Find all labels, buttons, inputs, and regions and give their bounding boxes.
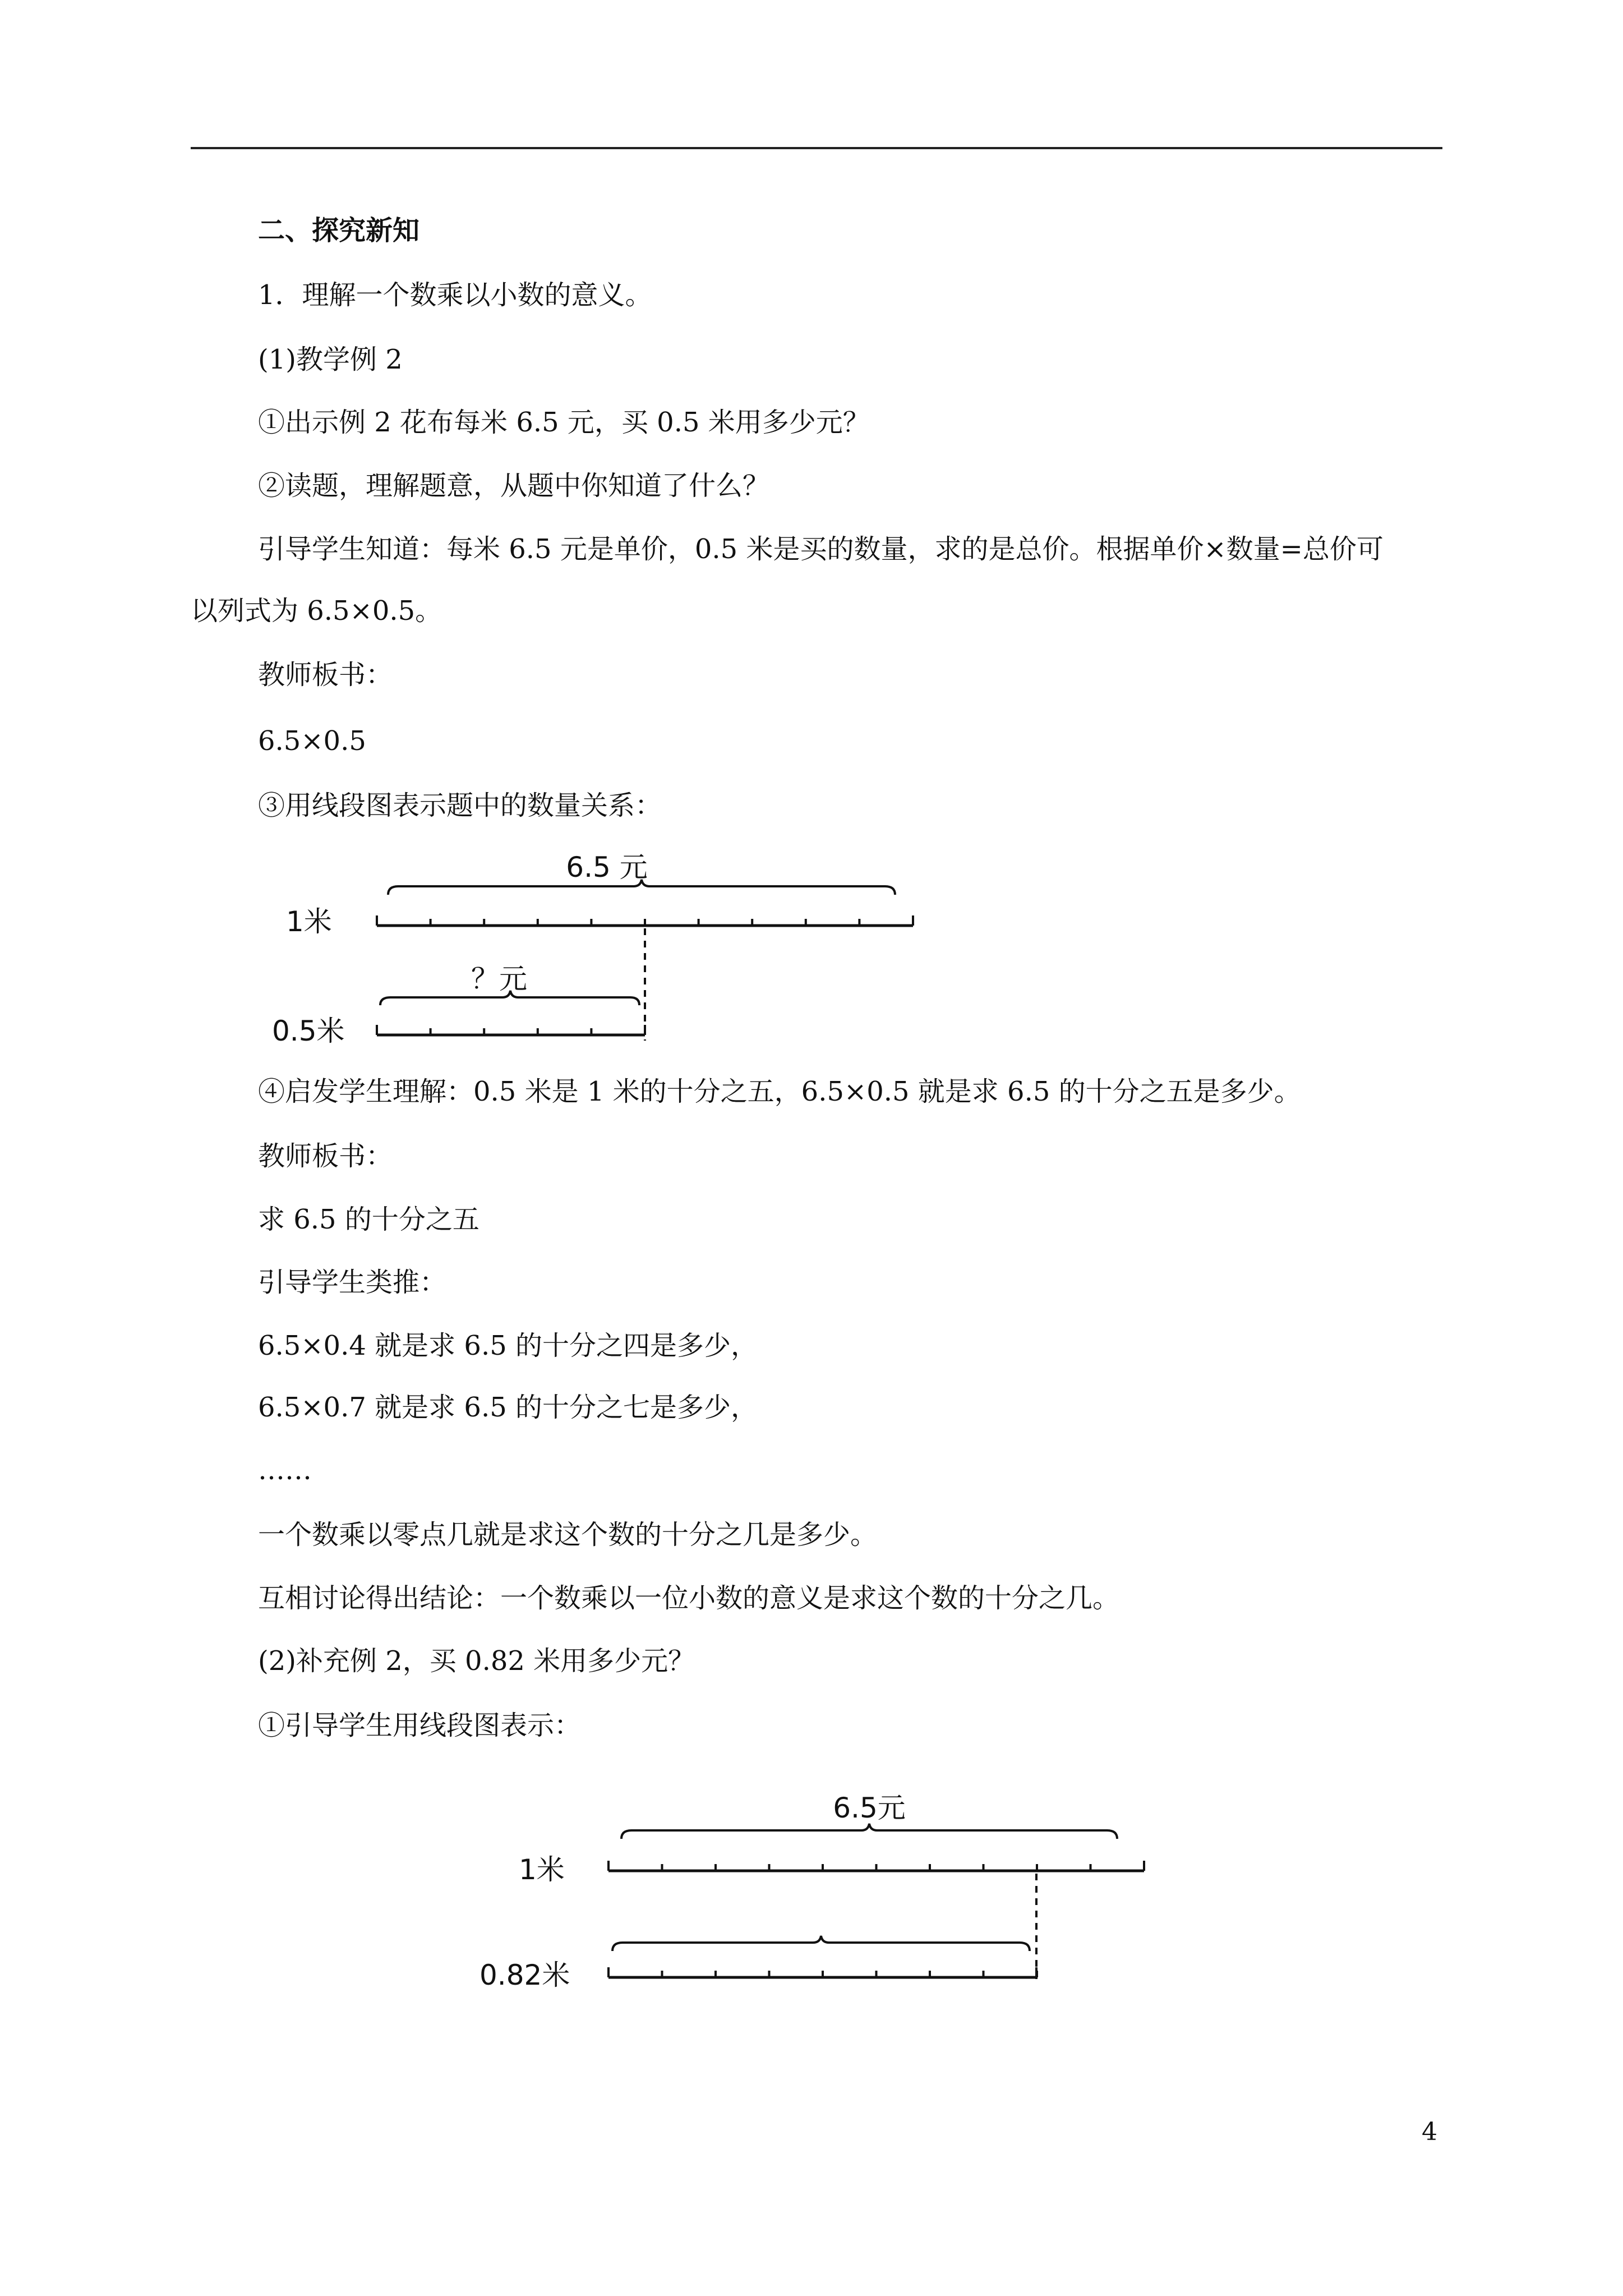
diagram1-row1-label: 1米 [286,905,332,938]
page-number: 4 [1422,2118,1437,2146]
rule-statement: 一个数乘以零点几就是求这个数的十分之几是多少。 [258,1519,878,1550]
step-4: ④启发学生理解：0.5 米是 1 米的十分之五，6.5×0.5 就是求 6.5 的十分之五是多少。 [258,1076,1301,1107]
guide-paragraph-line-1: 引导学生知道：每米 6.5 元是单价，0.5 米是买的数量，求的是总价。根据单价×数量=总价可 [258,533,1384,565]
diagram1-top-label: 6.5 元 [566,851,648,884]
diagram2-ticks [608,1861,1144,1871]
board-content-2: 求 6.5 的十分之五 [258,1204,479,1235]
diagram2-top-brace [621,1824,1117,1839]
line-segment-diagram-1 [258,841,931,1055]
step-5: ①引导学生用线段图表示： [258,1710,582,1741]
guide-paragraph-line-2: 以列式为 6.5×0.5。 [191,595,442,627]
board-label-2: 教师板书： [258,1140,393,1172]
item-1: 1．理解一个数乘以小数的意义。 [258,279,652,311]
diagram2-row1-label: 1米 [519,1853,565,1886]
diagram1-ticks [377,915,913,926]
diagram2-row2-label: 0.82米 [479,1959,570,1991]
analogy-label: 引导学生类推： [258,1267,447,1298]
section-heading: 二、探究新知 [258,215,420,246]
sub-item-2: (2)补充例 2，买 0.82 米用多少元？ [258,1645,695,1677]
line-segment-diagram-2 [471,1773,1178,1997]
analogy-2: 6.5×0.7 就是求 6.5 的十分之七是多少， [258,1392,758,1423]
diagram2-bottom-brace [612,1936,1030,1951]
diagram1-top-brace [388,880,895,895]
step-2: ②读题，理解题意，从题中你知道了什么？ [258,470,770,501]
diagram1-half-ticks [377,1025,645,1035]
step-3: ③用线段图表示题中的数量关系： [258,790,662,821]
conclusion: 互相讨论得出结论：一个数乘以一位小数的意义是求这个数的十分之几。 [258,1582,1120,1614]
diagram2-082-ticks [608,1967,1037,1977]
header-rule [191,147,1442,149]
board-label-1: 教师板书： [258,659,393,691]
diagram1-bottom-brace [380,991,639,1005]
diagram1-row2-label: 0.5米 [272,1015,345,1047]
diagram2-top-label: 6.5元 [833,1792,906,1824]
diagram1-bottom-label: ？元 [471,963,527,995]
board-content-1: 6.5×0.5 [258,725,366,757]
analogy-1: 6.5×0.4 就是求 6.5 的十分之四是多少， [258,1330,758,1361]
sub-item-1: (1)教学例 2 [258,344,403,375]
step-1: ①出示例 2 花布每米 6.5 元，买 0.5 米用多少元？ [258,407,870,438]
ellipsis: …… [258,1455,312,1486]
